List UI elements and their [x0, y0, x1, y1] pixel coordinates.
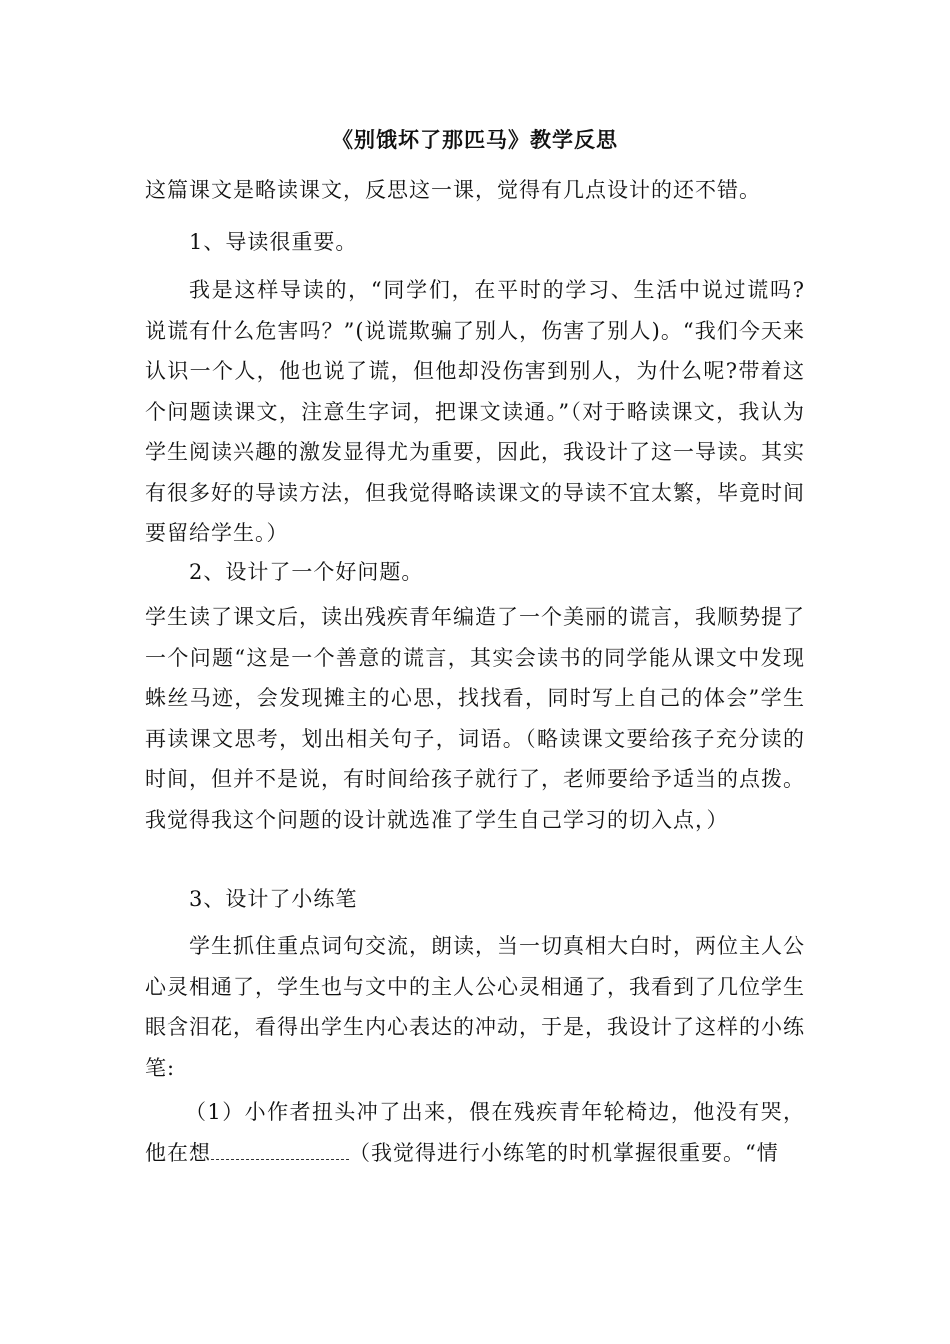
section-1-body: 我是这样导读的，“同学们，在平时的学习、生活中说过谎吗?说谎有什么危害吗？”(说谎欺骗了别人，伤害了别人)。“我们今天来认识一个人，他也说了谎，但他却没伤害到别人，为什么呢?带着这个问题读课文，注意生字词，把课文读通。”（对于略读课文，我认为学生阅读兴趣的激发显得尤为重要，因此，我设计了这一导读。其实有很多好的导读方法，但我觉得略读课文的导读不宜太繁，毕竟时间要留给学生。）	[145, 278, 805, 545]
section-1-heading: 1、导读很重要。	[189, 230, 358, 254]
document-title: 《别饿坏了那匹马》教学反思	[332, 127, 618, 152]
exercise-item-1	[145, 1092, 805, 1173]
exercise-item-1-suffix: （我觉得进行小练笔的时机掌握很重要。“情	[349, 1140, 779, 1165]
section-2-body: 学生读了课文后，读出残疾青年编造了一个美丽的谎言，我顺势提了一个问题“这是一个善意的谎言，其实会读书的同学能从课文中发现蛛丝马迹，会发现摊主的心思，找找看，同时写上自己的体会”学生再读课文思考，划出相关句子，词语。（略读课文要给孩子充分读的时间，但并不是说，有时间给孩子就行了，老师要给予适当的点拨。我觉得我这个问题的设计就选准了学生自己学习的切入点，）	[145, 605, 805, 832]
exercise-item-1-prefix: （1）小作者扭头冲了出来，偎在残疾青年轮椅边，他没有哭，他在想	[145, 1100, 805, 1165]
section-2-heading: 2、设计了一个好问题。	[189, 560, 424, 584]
section-3-body: 学生抓住重点词句交流，朗读，当一切真相大白时，两位主人公心灵相通了，学生也与文中的主人公心灵相通了，我看到了几位学生眼含泪花，看得出学生内心表达的冲动，于是，我设计了这样的小练笔:	[145, 934, 805, 1080]
section-3-heading: 3、设计了小练笔	[189, 887, 358, 911]
intro-paragraph: 这篇课文是略读课文，反思这一课，觉得有几点设计的还不错。	[145, 178, 761, 202]
fill-in-blank	[211, 1141, 349, 1160]
